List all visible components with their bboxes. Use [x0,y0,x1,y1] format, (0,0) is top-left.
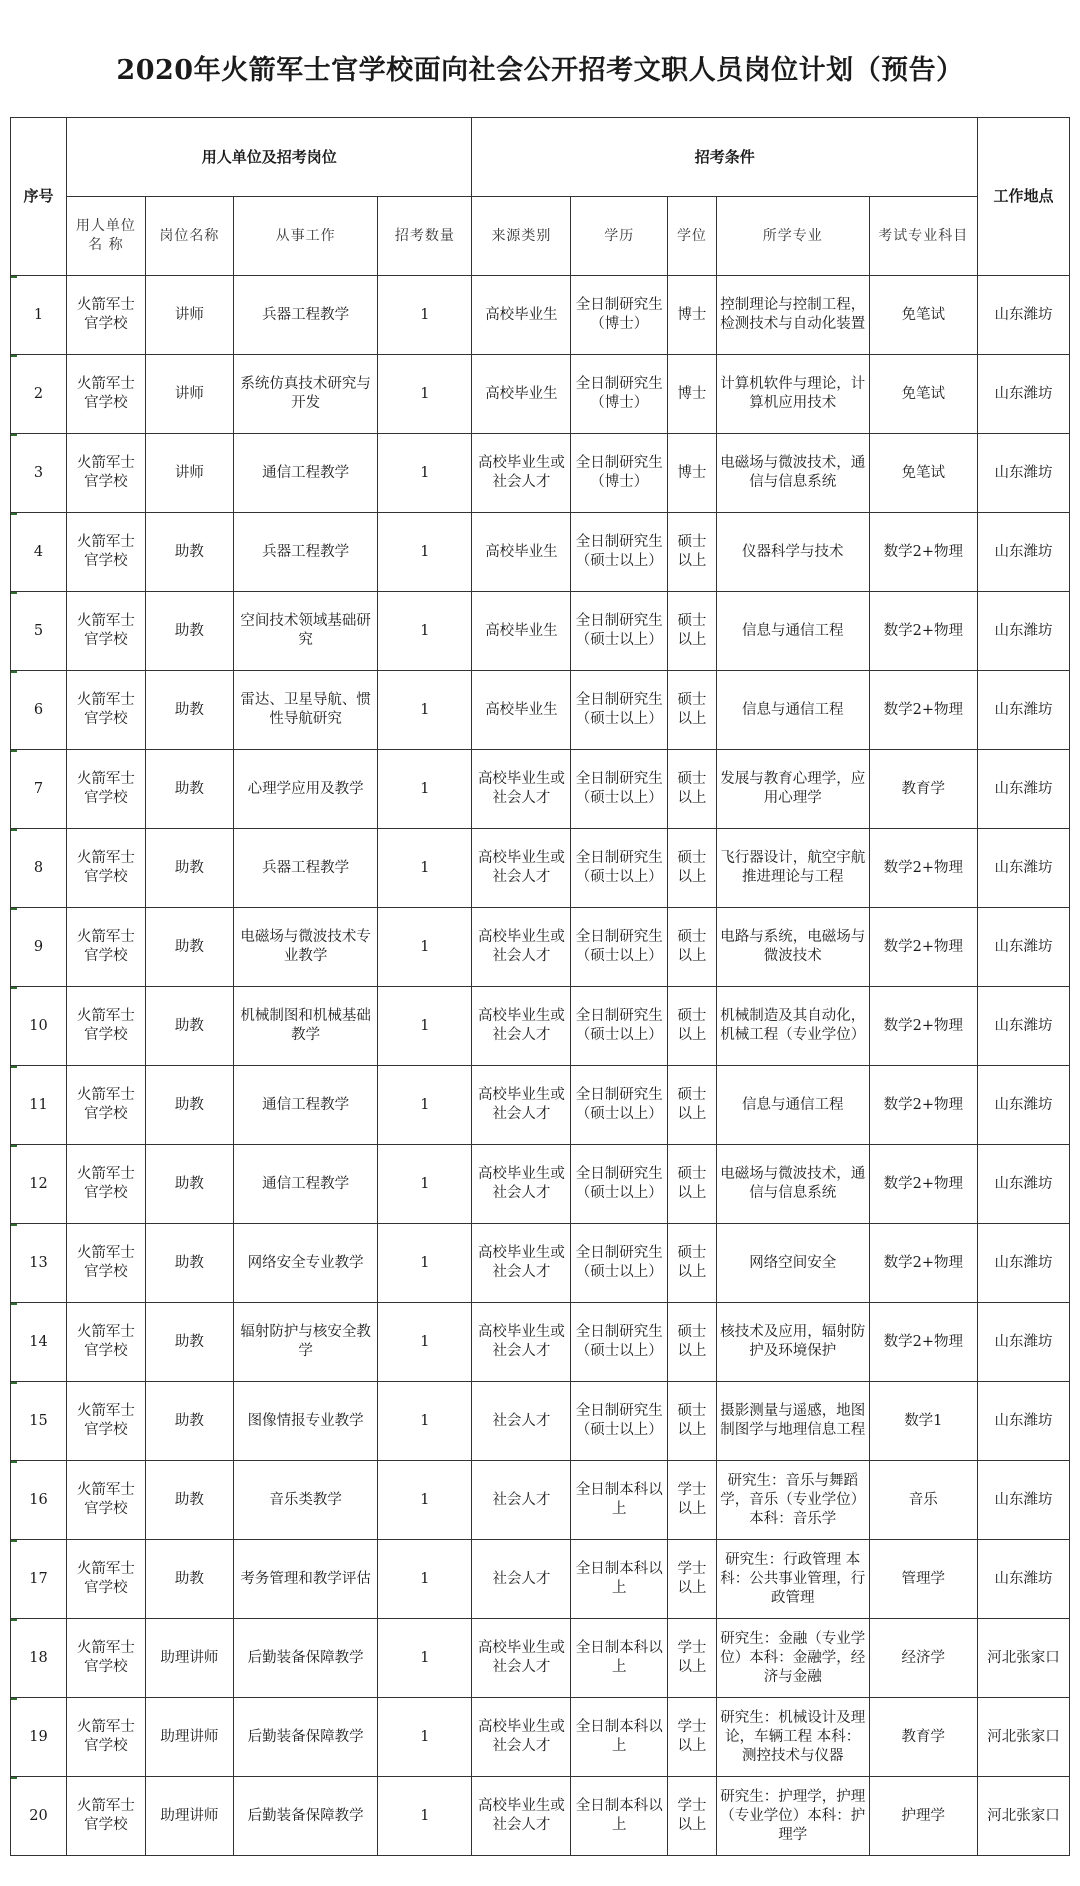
cell-count: 1 [378,1698,472,1777]
cell-count: 1 [378,592,472,671]
cell-education: 全日制研究生（博士） [571,434,668,513]
cell-major: 计算机软件与理论，计算机应用技术 [716,355,869,434]
cell-work: 雷达、卫星导航、惯性导航研究 [233,671,377,750]
header-major: 所学专业 [716,197,869,276]
cell-count: 1 [378,908,472,987]
cell-unit: 火箭军士官学校 [67,434,146,513]
cell-source: 高校毕业生 [472,671,571,750]
table-row [11,987,1070,1066]
header-education: 学历 [571,197,668,276]
cell-seq: 20 [11,1777,67,1856]
cell-seq: 8 [11,829,67,908]
cell-exam: 免笔试 [869,276,978,355]
cell-source: 高校毕业生或社会人才 [472,1145,571,1224]
cell-post: 助教 [145,1382,233,1461]
cell-education: 全日制研究生（硕士以上） [571,1066,668,1145]
cell-work: 兵器工程教学 [233,829,377,908]
cell-exam: 经济学 [869,1619,978,1698]
cell-major: 研究生：机械设计及理论，车辆工程 本科：测控技术与仪器 [716,1698,869,1777]
table-row [11,1461,1070,1540]
cell-seq: 11 [11,1066,67,1145]
cell-unit: 火箭军士官学校 [67,987,146,1066]
table-row [11,1540,1070,1619]
cell-education: 全日制研究生（硕士以上） [571,1145,668,1224]
header-seq: 序号 [11,118,67,276]
cell-location: 河北张家口 [978,1777,1070,1856]
cell-source: 高校毕业生或社会人才 [472,1777,571,1856]
header-count: 招考数量 [378,197,472,276]
cell-degree: 硕士以上 [668,1145,717,1224]
cell-post: 讲师 [145,434,233,513]
cell-count: 1 [378,434,472,513]
cell-exam: 教育学 [869,1698,978,1777]
cell-major: 研究生：金融（专业学位）本科：金融学，经济与金融 [716,1619,869,1698]
cell-seq: 16 [11,1461,67,1540]
table-row [11,671,1070,750]
cell-post: 助教 [145,1145,233,1224]
cell-work: 心理学应用及教学 [233,750,377,829]
cell-work: 后勤装备保障教学 [233,1698,377,1777]
cell-education: 全日制研究生（硕士以上） [571,592,668,671]
header-source: 来源类别 [472,197,571,276]
cell-post: 助教 [145,1461,233,1540]
cell-source: 社会人才 [472,1540,571,1619]
cell-work: 系统仿真技术研究与开发 [233,355,377,434]
cell-education: 全日制本科以上 [571,1619,668,1698]
cell-count: 1 [378,1382,472,1461]
header-group-unit: 用人单位及招考岗位 [67,118,472,197]
cell-seq: 2 [11,355,67,434]
cell-work: 考务管理和教学评估 [233,1540,377,1619]
page-title: 2020年火箭军士官学校面向社会公开招考文职人员岗位计划（预告） [116,55,964,86]
cell-degree: 硕士以上 [668,1303,717,1382]
cell-exam: 数学2+物理 [869,1066,978,1145]
cell-count: 1 [378,513,472,592]
cell-count: 1 [378,1303,472,1382]
table-row [11,513,1070,592]
cell-location: 山东潍坊 [978,1540,1070,1619]
cell-location: 山东潍坊 [978,1145,1070,1224]
cell-count: 1 [378,829,472,908]
cell-exam: 教育学 [869,750,978,829]
cell-major: 核技术及应用，辐射防护及环境保护 [716,1303,869,1382]
cell-unit: 火箭军士官学校 [67,1145,146,1224]
cell-major: 仪器科学与技术 [716,513,869,592]
cell-source: 高校毕业生或社会人才 [472,829,571,908]
cell-seq: 5 [11,592,67,671]
cell-degree: 学士以上 [668,1777,717,1856]
header-work: 从事工作 [233,197,377,276]
cell-degree: 硕士以上 [668,1224,717,1303]
table-row [11,829,1070,908]
cell-degree: 硕士以上 [668,513,717,592]
cell-education: 全日制研究生（硕士以上） [571,1303,668,1382]
cell-source: 高校毕业生 [472,355,571,434]
cell-education: 全日制研究生（硕士以上） [571,908,668,987]
cell-unit: 火箭军士官学校 [67,671,146,750]
header-row-group [11,118,1070,197]
cell-count: 1 [378,750,472,829]
cell-count: 1 [378,987,472,1066]
cell-degree: 硕士以上 [668,671,717,750]
cell-major: 信息与通信工程 [716,1066,869,1145]
cell-seq: 3 [11,434,67,513]
cell-exam: 音乐 [869,1461,978,1540]
cell-location: 山东潍坊 [978,1066,1070,1145]
cell-post: 助理讲师 [145,1698,233,1777]
cell-education: 全日制研究生（硕士以上） [571,1382,668,1461]
cell-major: 控制理论与控制工程，检测技术与自动化装置 [716,276,869,355]
cell-exam: 数学2+物理 [869,1224,978,1303]
cell-work: 后勤装备保障教学 [233,1619,377,1698]
cell-exam: 数学2+物理 [869,1303,978,1382]
cell-count: 1 [378,1461,472,1540]
cell-seq: 7 [11,750,67,829]
cell-major: 信息与通信工程 [716,671,869,750]
cell-unit: 火箭军士官学校 [67,1382,146,1461]
header-degree: 学位 [668,197,717,276]
cell-location: 河北张家口 [978,1619,1070,1698]
cell-education: 全日制本科以上 [571,1461,668,1540]
cell-count: 1 [378,355,472,434]
cell-location: 山东潍坊 [978,276,1070,355]
cell-source: 高校毕业生 [472,276,571,355]
cell-degree: 硕士以上 [668,1066,717,1145]
cell-unit: 火箭军士官学校 [67,1540,146,1619]
cell-major: 信息与通信工程 [716,592,869,671]
cell-degree: 学士以上 [668,1540,717,1619]
cell-education: 全日制本科以上 [571,1540,668,1619]
cell-seq: 6 [11,671,67,750]
cell-unit: 火箭军士官学校 [67,829,146,908]
cell-seq: 12 [11,1145,67,1224]
cell-count: 1 [378,1777,472,1856]
cell-degree: 博士 [668,276,717,355]
cell-source: 高校毕业生或社会人才 [472,750,571,829]
cell-post: 助理讲师 [145,1619,233,1698]
cell-source: 高校毕业生或社会人才 [472,1619,571,1698]
cell-source: 高校毕业生或社会人才 [472,1224,571,1303]
header-unit: 用人单位名 称 [67,197,146,276]
header-location: 工作地点 [978,118,1070,276]
cell-exam: 免笔试 [869,434,978,513]
cell-exam: 数学2+物理 [869,908,978,987]
cell-location: 山东潍坊 [978,671,1070,750]
table-row [11,750,1070,829]
cell-major: 摄影测量与遥感，地图制图学与地理信息工程 [716,1382,869,1461]
cell-unit: 火箭军士官学校 [67,355,146,434]
cell-major: 网络空间安全 [716,1224,869,1303]
cell-degree: 硕士以上 [668,987,717,1066]
cell-education: 全日制研究生（硕士以上） [571,750,668,829]
cell-education: 全日制研究生（博士） [571,276,668,355]
table-row [11,434,1070,513]
cell-count: 1 [378,1066,472,1145]
cell-unit: 火箭军士官学校 [67,276,146,355]
cell-major: 机械制造及其自动化，机械工程（专业学位） [716,987,869,1066]
cell-unit: 火箭军士官学校 [67,908,146,987]
cell-work: 图像情报专业教学 [233,1382,377,1461]
cell-degree: 学士以上 [668,1619,717,1698]
cell-exam: 管理学 [869,1540,978,1619]
cell-count: 1 [378,1540,472,1619]
cell-degree: 硕士以上 [668,592,717,671]
cell-seq: 19 [11,1698,67,1777]
cell-major: 电磁场与微波技术，通信与信息系统 [716,434,869,513]
cell-post: 助教 [145,513,233,592]
table-row [11,1303,1070,1382]
cell-post: 助教 [145,750,233,829]
cell-major: 电路与系统，电磁场与微波技术 [716,908,869,987]
cell-location: 山东潍坊 [978,1382,1070,1461]
cell-unit: 火箭军士官学校 [67,1619,146,1698]
cell-degree: 博士 [668,355,717,434]
cell-seq: 1 [11,276,67,355]
cell-unit: 火箭军士官学校 [67,1461,146,1540]
cell-work: 机械制图和机械基础教学 [233,987,377,1066]
cell-seq: 10 [11,987,67,1066]
recruitment-table [10,117,1070,1856]
cell-work: 兵器工程教学 [233,513,377,592]
cell-work: 音乐类教学 [233,1461,377,1540]
cell-major: 研究生：护理学，护理（专业学位）本科：护理学 [716,1777,869,1856]
cell-work: 辐射防护与核安全教学 [233,1303,377,1382]
cell-seq: 14 [11,1303,67,1382]
cell-seq: 4 [11,513,67,592]
cell-location: 山东潍坊 [978,592,1070,671]
header-row-columns [11,197,1070,276]
cell-post: 助教 [145,671,233,750]
cell-major: 研究生：音乐与舞蹈学，音乐（专业学位）本科：音乐学 [716,1461,869,1540]
cell-major: 电磁场与微波技术，通信与信息系统 [716,1145,869,1224]
cell-unit: 火箭军士官学校 [67,1303,146,1382]
cell-post: 助教 [145,1303,233,1382]
cell-location: 山东潍坊 [978,908,1070,987]
cell-seq: 18 [11,1619,67,1698]
cell-source: 高校毕业生或社会人才 [472,908,571,987]
cell-source: 高校毕业生或社会人才 [472,987,571,1066]
cell-major: 发展与教育心理学，应用心理学 [716,750,869,829]
cell-work: 网络安全专业教学 [233,1224,377,1303]
cell-location: 山东潍坊 [978,355,1070,434]
cell-post: 助理讲师 [145,1777,233,1856]
cell-location: 山东潍坊 [978,829,1070,908]
table-row [11,276,1070,355]
cell-post: 助教 [145,1066,233,1145]
cell-seq: 13 [11,1224,67,1303]
cell-work: 兵器工程教学 [233,276,377,355]
cell-source: 高校毕业生或社会人才 [472,1303,571,1382]
cell-exam: 数学2+物理 [869,592,978,671]
cell-seq: 9 [11,908,67,987]
cell-degree: 博士 [668,434,717,513]
table-row [11,1619,1070,1698]
cell-source: 社会人才 [472,1461,571,1540]
table-row [11,1066,1070,1145]
cell-unit: 火箭军士官学校 [67,1224,146,1303]
cell-post: 助教 [145,592,233,671]
cell-degree: 硕士以上 [668,1382,717,1461]
cell-exam: 数学2+物理 [869,1145,978,1224]
cell-exam: 免笔试 [869,355,978,434]
cell-post: 助教 [145,987,233,1066]
cell-location: 山东潍坊 [978,434,1070,513]
cell-unit: 火箭军士官学校 [67,513,146,592]
cell-work: 通信工程教学 [233,1145,377,1224]
cell-post: 讲师 [145,355,233,434]
cell-work: 后勤装备保障教学 [233,1777,377,1856]
cell-major: 研究生：行政管理 本科：公共事业管理，行政管理 [716,1540,869,1619]
cell-degree: 学士以上 [668,1698,717,1777]
cell-location: 山东潍坊 [978,1303,1070,1382]
cell-exam: 护理学 [869,1777,978,1856]
cell-unit: 火箭军士官学校 [67,592,146,671]
cell-source: 高校毕业生或社会人才 [472,434,571,513]
cell-count: 1 [378,276,472,355]
cell-source: 高校毕业生或社会人才 [472,1698,571,1777]
cell-education: 全日制研究生（博士） [571,355,668,434]
cell-source: 高校毕业生 [472,513,571,592]
cell-unit: 火箭军士官学校 [67,1698,146,1777]
table-row [11,1777,1070,1856]
table-row [11,1382,1070,1461]
cell-exam: 数学2+物理 [869,671,978,750]
cell-exam: 数学1 [869,1382,978,1461]
cell-work: 电磁场与微波技术专业教学 [233,908,377,987]
cell-source: 高校毕业生或社会人才 [472,1066,571,1145]
cell-post: 助教 [145,1224,233,1303]
cell-education: 全日制研究生（硕士以上） [571,1224,668,1303]
table-row [11,1224,1070,1303]
cell-post: 助教 [145,1540,233,1619]
cell-degree: 硕士以上 [668,750,717,829]
header-group-conditions: 招考条件 [472,118,978,197]
cell-education: 全日制研究生（硕士以上） [571,513,668,592]
table-row [11,908,1070,987]
table-row [11,1698,1070,1777]
cell-count: 1 [378,671,472,750]
cell-degree: 学士以上 [668,1461,717,1540]
cell-education: 全日制本科以上 [571,1777,668,1856]
cell-unit: 火箭军士官学校 [67,750,146,829]
cell-count: 1 [378,1145,472,1224]
cell-degree: 硕士以上 [668,829,717,908]
cell-work: 通信工程教学 [233,1066,377,1145]
cell-location: 山东潍坊 [978,750,1070,829]
cell-seq: 17 [11,1540,67,1619]
cell-location: 山东潍坊 [978,513,1070,592]
header-exam: 考试专业科目 [869,197,978,276]
cell-education: 全日制研究生（硕士以上） [571,671,668,750]
cell-location: 河北张家口 [978,1698,1070,1777]
cell-exam: 数学2+物理 [869,513,978,592]
cell-unit: 火箭军士官学校 [67,1777,146,1856]
cell-unit: 火箭军士官学校 [67,1066,146,1145]
cell-post: 助教 [145,829,233,908]
table-row [11,592,1070,671]
cell-major: 飞行器设计，航空宇航推进理论与工程 [716,829,869,908]
header-post: 岗位名称 [145,197,233,276]
cell-location: 山东潍坊 [978,987,1070,1066]
cell-exam: 数学2+物理 [869,987,978,1066]
cell-education: 全日制研究生（硕士以上） [571,829,668,908]
cell-source: 社会人才 [472,1382,571,1461]
cell-count: 1 [378,1619,472,1698]
cell-work: 通信工程教学 [233,434,377,513]
cell-count: 1 [378,1224,472,1303]
cell-education: 全日制研究生（硕士以上） [571,987,668,1066]
table-row [11,1145,1070,1224]
cell-location: 山东潍坊 [978,1224,1070,1303]
cell-post: 助教 [145,908,233,987]
table-row [11,355,1070,434]
cell-exam: 数学2+物理 [869,829,978,908]
cell-work: 空间技术领域基础研究 [233,592,377,671]
cell-degree: 硕士以上 [668,908,717,987]
cell-seq: 15 [11,1382,67,1461]
cell-source: 高校毕业生 [472,592,571,671]
cell-post: 讲师 [145,276,233,355]
cell-education: 全日制本科以上 [571,1698,668,1777]
cell-location: 山东潍坊 [978,1461,1070,1540]
